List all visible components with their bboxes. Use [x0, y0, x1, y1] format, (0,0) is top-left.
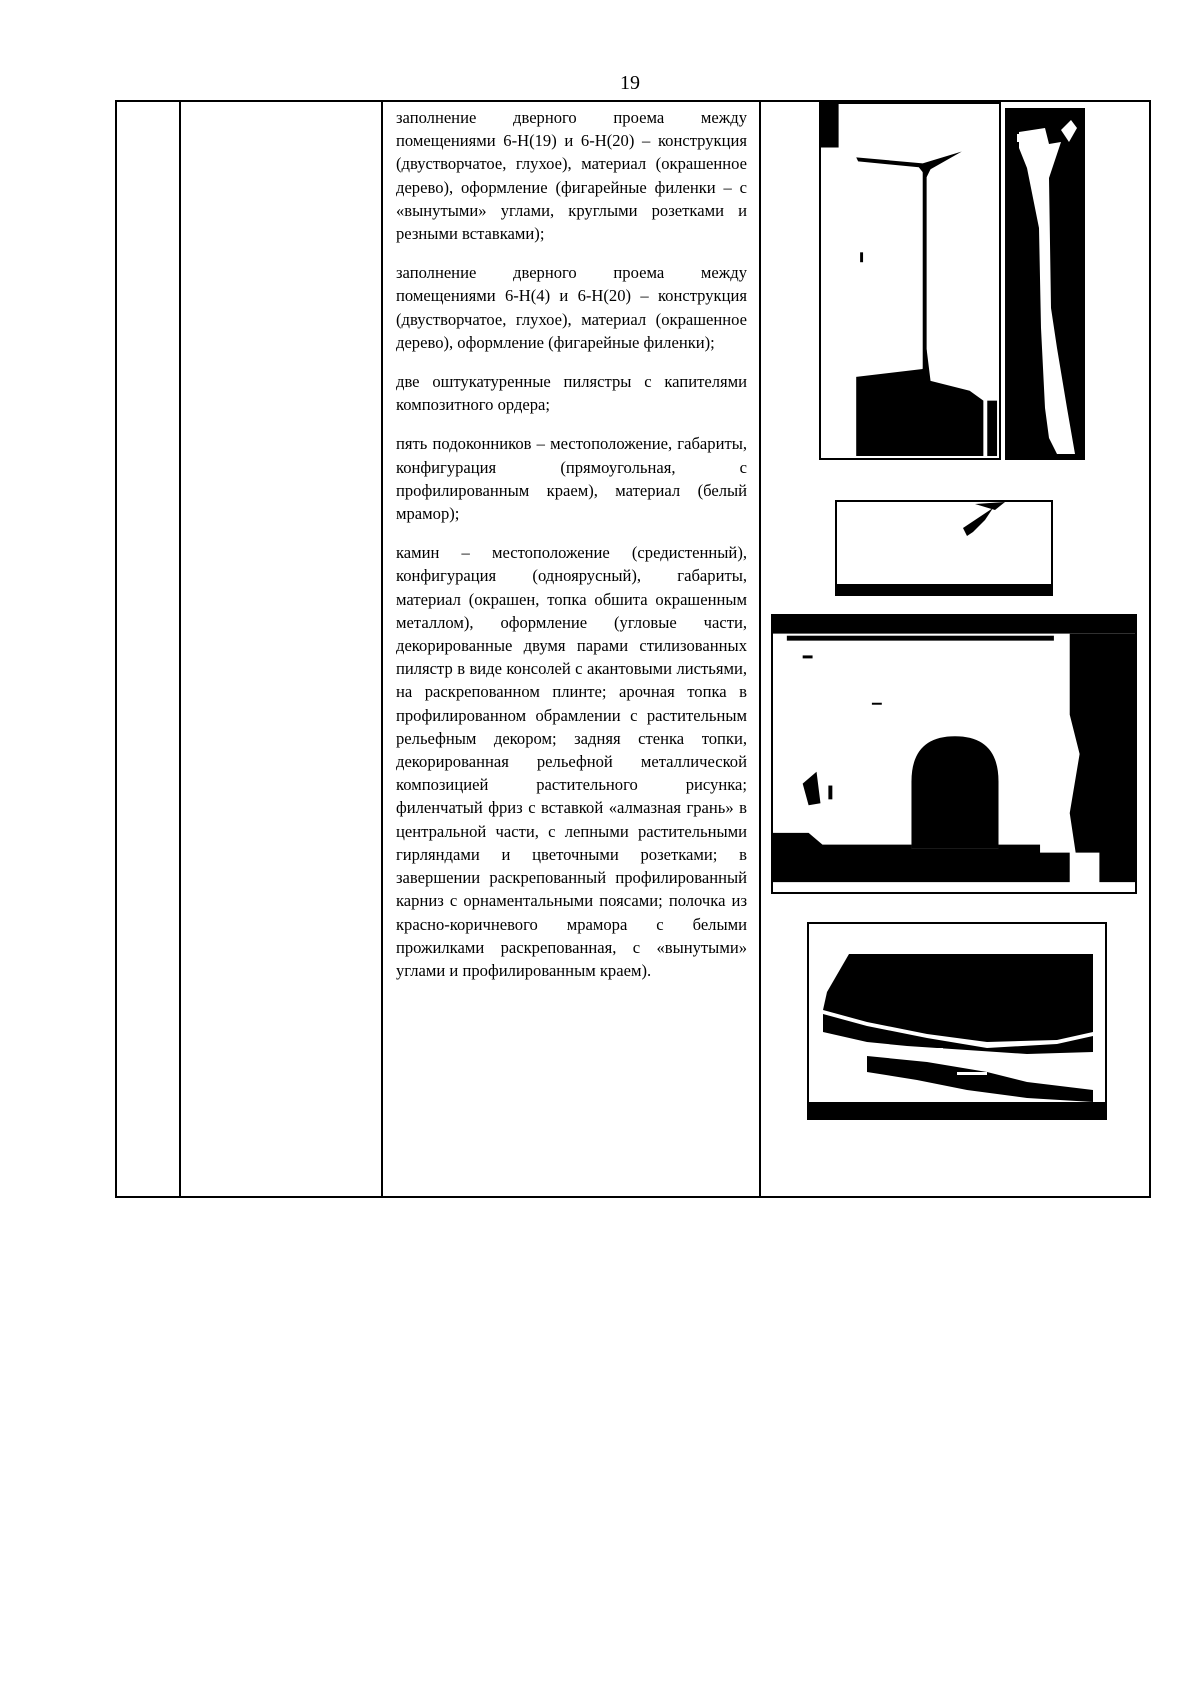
window-sill-photo	[835, 500, 1053, 596]
door-detail-photo	[1005, 108, 1085, 460]
number-cell	[116, 101, 180, 1197]
description-paragraph: заполнение дверного проема между помещениями 6-Н(19) и 6-Н(20) – конструкция (двустворчатое, глухое), материал (окрашенное дерево), оформление (фигарейные филенки – с «вынутыми» углами, круглыми розетками и резными вставками);	[396, 108, 747, 244]
table-row	[116, 101, 1150, 1197]
objects-table	[115, 100, 1151, 1198]
mantel-shelf-photo	[807, 922, 1107, 1120]
description-paragraph: камин – местоположение (средистенный), конфигурация (одноярусный), габариты, материал (окрашен, топка обшита окрашенным металлом), оформление (угловые части, декорированные двумя парами стилизованных пилястр в виде консолей с акантовыми листьями, на раскрепованном плинте; арочная топка в профилированном обрамлении с растительным рельефным декором; задняя стенка топки, декорированная рельефной металлической композицией растительного рисунка; филенчатый фриз с вставкой «алмазная грань» в центральной части, с лепными растительными гирляндами и цветочными розетками; в завершении раскрепованный профилированный карниз с орнаментальными поясами; полочка из красно-коричневого мрамора с белыми прожилками раскрепованная, с «вынутыми» углами и профилированным краем).	[396, 543, 747, 980]
door-photo	[819, 102, 1001, 460]
photo-cell	[760, 101, 1150, 1197]
description-paragraph: две оштукатуренные пилястры с капителями композитного ордера;	[396, 372, 747, 415]
fireplace-photo	[771, 614, 1137, 894]
description-cell	[382, 101, 760, 1197]
description-paragraph: пять подоконников – местоположение, габариты, конфигурация (прямоугольная, с профилированным краем), материал (белый мрамор);	[396, 434, 747, 524]
page-number: 19	[620, 72, 640, 94]
name-cell	[180, 101, 382, 1197]
description-paragraph: заполнение дверного проема между помещениями 6-Н(4) и 6-Н(20) – конструкция (двустворчатое, глухое), материал (окрашенное дерево), оформление (фигарейные филенки);	[396, 263, 747, 352]
